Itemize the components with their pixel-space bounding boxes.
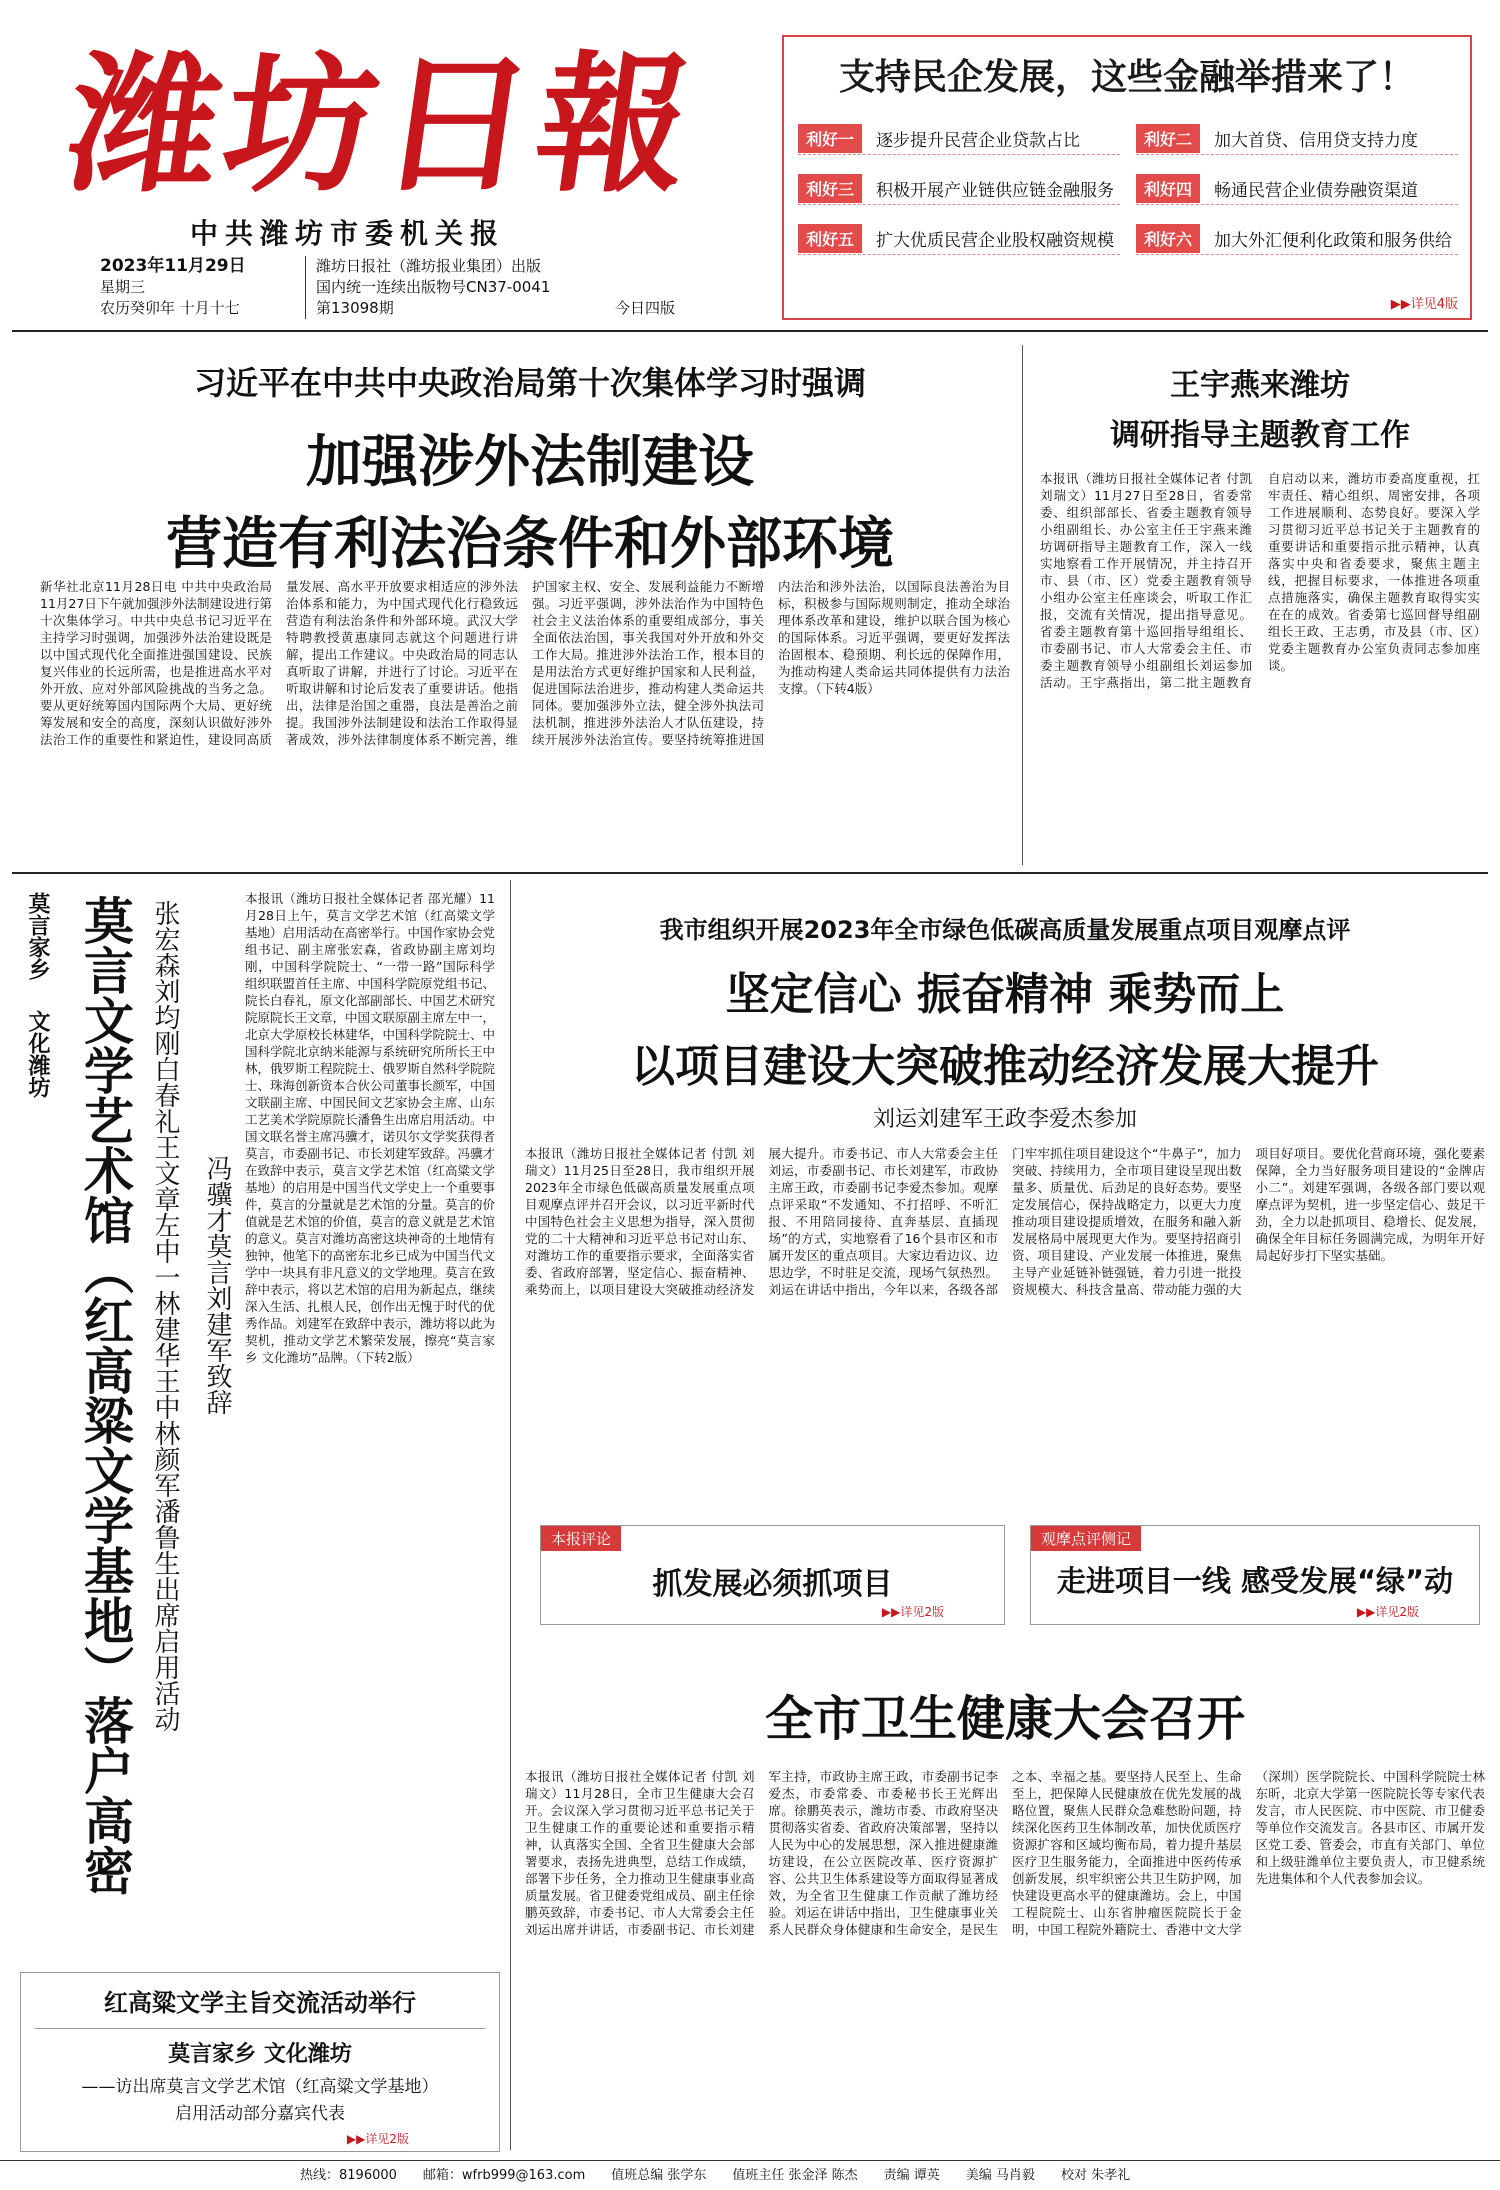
promo-tag: 利好四 bbox=[1136, 174, 1200, 203]
health-body: 本报讯（潍坊日报社全媒体记者 付凯 刘瑞文）11月28日，全市卫生健康大会召开。会议深入学习贯彻习近平总书记关于卫生健康工作的重要论述和重要指示精神，认真落实全国、全省卫生健康大会部署要求，表扬先进典型，总结工作成绩，部署下步任务，全力推动卫生健康事业高质量发展。省卫健委党组成员、副主任徐鹏英致辞，市委书记、市人大常委会主任刘运出席并讲话，市委副书记、市长刘建军主持，市政协主席王政，市委副书记李爱杰，市委常委、市委秘书长王光辉出席。徐鹏英表示，潍坊市委、市政府坚决贯彻落实省委、省政府决策部署，坚持以人民为中心的发展思想，深入推进健康潍坊建设，在公立医院改革、医疗资源扩容、公共卫生体系建设等方面取得显著成效，为全省卫生健康工作贡献了潍坊经验。刘运在讲话中指出，卫生健康事业关系人民群众身体健康和生命安全，是民生之本、幸福之基。要坚持人民至上、生命至上，把保障人民健康放在优先发展的战略位置，聚焦人民群众急难愁盼问题，持续深化医药卫生体制改革，加快优质医疗资源扩容和区域均衡布局，着力提升基层医疗卫生服务能力，全面推进中医药传承创新发展，织牢织密公共卫生防护网，加快建设更高水平的健康潍坊。会上，中国工程院院士、山东省肿瘤医院院长于金明，中国工程院外籍院士、香港中文大学（深圳）医学院院长、中国科学院院士林东昕，北京大学第一医院院长等专家代表发言，市人民医院、市中医院、市卫健委等单位作交流发言。各县市区、市属开发区党工委、管委会，市直有关部门、单位和上级驻潍单位主要负责人，市卫健系统先进集体和个人代表参加会议。 bbox=[525, 1769, 1485, 1937]
section-divider-1 bbox=[12, 872, 1488, 874]
exchange-see-more-link[interactable]: ▶▶详见2版 bbox=[346, 2132, 409, 2146]
masthead-pages: 今日四版 bbox=[614, 299, 675, 317]
footer-art-editor: 美编 马肖毅 bbox=[965, 2168, 1035, 2183]
green-byline: 刘运刘建军王政李爱杰参加 bbox=[872, 1107, 1137, 1132]
masthead-date-block bbox=[100, 256, 246, 319]
masthead-publisher: 潍坊日报社（潍坊报业集团）出版 bbox=[316, 257, 542, 275]
promo-list bbox=[798, 123, 1458, 255]
promo-item bbox=[798, 223, 1120, 255]
moyan-attendees-1: 张宏森刘均刚白春礼王文章左中一林建华王中林颜军潘鲁生出席启用活动 bbox=[150, 900, 180, 1732]
green-body: 本报讯（潍坊日报社全媒体记者 付凯 刘瑞文）11月25日至28日，我市组织开展2023年全市绿色低碳高质量发展重点项目观摩点评并召开会议，以习近平新时代中国特色社会主义思想为指导，深入贯彻党的二十大精神和习近平总书记对山东、对潍坊工作的重要指示要求，全面落实省委、省政府部署，坚定信心、振奋精神、乘势而上，以项目建设大突破推动经济发展大提升。市委书记、市人大常委会主任刘运，市委副书记、市长刘建军，市政协主席王政，市委副书记李爱杰参加。观摩点评采取“不发通知、不打招呼、不听汇报、不用陪同接待、直奔基层、直插现场”的方式，实地察看了16个县市区和市属开发区的重点项目。大家边看边议、边思边学，不时驻足交流，现场气氛热烈。刘运在讲话中指出，今年以来，各级各部门牢牢抓住项目建设这个“牛鼻子”，加力突破、持续用力，全市项目建设呈现出数量多、质量优、后劲足的良好态势。要坚定发展信心，保持战略定力，以更大力度推动项目建设提质增效，在服务和融入新发展格局中展现更大作为。要坚持招商引资、项目建设、产业发展一体推进，聚焦主导产业延链补链强链，着力引进一批投资规模大、科技含量高、带动能力强的大项目好项目。要优化营商环境，强化要素保障，全力当好服务项目建设的“金牌店小二”。刘建军强调，各级各部门要以观摩点评为契机，进一步坚定信心、鼓足干劲，全力以赴抓项目、稳增长、促发展，确保全年目标任务圆满完成，为明年开好局起好步打下坚实基础。 bbox=[525, 1146, 1485, 1297]
promo-item bbox=[1136, 123, 1458, 155]
promo-item bbox=[798, 123, 1120, 155]
moyan-attendees-2: 冯骥才莫言刘建军致辞 bbox=[202, 1155, 232, 1415]
moyan-headline[interactable]: 莫言文学艺术馆（红高粱文学基地）落户高密 bbox=[76, 895, 135, 1895]
teaser-commentary-see-more[interactable]: ▶▶详见2版 bbox=[881, 1605, 944, 1619]
masthead-lunar: 农历癸卯年 十月十七 bbox=[100, 299, 240, 317]
masthead-issue: 第13098期 bbox=[316, 299, 394, 317]
promo-tag: 利好一 bbox=[798, 124, 862, 153]
exchange-box[interactable] bbox=[20, 1972, 500, 2152]
green-kicker[interactable]: 我市组织开展2023年全市绿色低碳高质量发展重点项目观摩点评 bbox=[659, 916, 1351, 944]
moyan-body: 本报讯（潍坊日报社全媒体记者 邵光耀）11月28日上午，莫言文学艺术馆（红高粱文学基地）启用活动在高密举行。中国作家协会党组书记、副主席张宏森，省政协副主席刘均刚，中国科学院院士、“一带一路”国际科学组织联盟首任主席、中国科学院原党组书记、院长白春礼，原文化部副部长、中国艺术研究院原院长王文章，中国文联原副主席左中一，北京大学原校长林建华，中国科学院院士、中国科学院北京纳米能源与系统研究所所长王中林，俄罗斯工程院院士、俄罗斯自然科学院院士、珠海创新资本合伙公司董事长颜军，中国文联副主席、中国民间文艺家协会主席、山东工艺美术学院原院长潘鲁生出席启用活动。中国文联名誉主席冯骥才，诺贝尔文学奖获得者莫言，市委副书记、市长刘建军致辞。冯骥才在致辞中表示，莫言文学艺术馆（红高粱文学基地）的启用是中国当代文学史上一个重要事件，莫言的分量就是艺术馆的分量。莫言的价值就是艺术馆的价值，莫言的意义就是艺术馆的意义。莫言对潍坊高密这块神奇的土地情有独钟，他笔下的高密东北乡已成为中国当代文学中一块具有非凡意义的文学地理。莫言在致辞中表示，将以艺术馆的启用为新起点，继续深入生活、扎根人民，创作出无愧于时代的优秀作品。刘建军在致辞中表示，潍坊将以此为契机，推动文学艺术繁荣发展，擦亮“莫言家乡 文化潍坊”品牌。（下转2版） bbox=[245, 891, 495, 1365]
footer-email: 邮箱：wfrb999@163.com bbox=[422, 2168, 586, 2183]
lead-body: 新华社北京11月28日电 中共中央政治局11月27日下午就加强涉外法制建设进行第十次集体学习。中共中央总书记习近平在主持学习时强调，加强涉外法治建设既是以中国式现代化全面推进强国建设、民族复兴伟业的长远所需，也是推进高水平对外开放、应对外部风险挑战的当务之急。要从更好统筹国内国际两个大局、更好统筹发展和安全的高度，深刻认识做好涉外法治工作的重要性和紧迫性，建设同高质量发展、高水平开放要求相适应的涉外法治体系和能力，为中国式现代化行稳致远营造有利法治条件和外部环境。武汉大学特聘教授黄惠康同志就这个问题进行讲解，提出工作建议。中央政治局的同志认真听取了讲解，并进行了讨论。习近平在听取讲解和讨论后发表了重要讲话。他指出，法律是治国之重器，良法是善治之前提。我国涉外法制建设和法治工作取得显著成效，涉外法律制度体系不断完善，维护国家主权、安全、发展利益能力不断增强。习近平强调，涉外法治作为中国特色社会主义法治体系的重要组成部分，事关全面依法治国，事关我国对外开放和外交工作大局。推进涉外法治工作，根本目的是用法治方式更好维护国家和人民利益，促进国际法治进步，推动构建人类命运共同体。要加强涉外立法，健全涉外执法司法机制，推进涉外法治人才队伍建设，持续开展涉外法治宣传。要坚持统筹推进国内法治和涉外法治，以国际良法善治为目标，积极参与国际规则制定，推动全球治理体系改革和建设，维护以联合国为核心的国际体系。习近平强调，要更好发挥法治固根本、稳预期、利长远的保障作用，为推动构建人类命运共同体提供有力法治支撑。（下转4版） bbox=[40, 579, 1010, 747]
promo-text: 积极开展产业链供应链金融服务 bbox=[876, 181, 1115, 201]
masthead-subtitle: 中共潍坊市委机关报 bbox=[190, 217, 506, 250]
promo-see-more-link[interactable]: ▶▶详见4版 bbox=[1390, 297, 1458, 312]
masthead-publication-block bbox=[305, 256, 675, 319]
footer-credits bbox=[0, 2160, 1500, 2186]
promo-box[interactable] bbox=[782, 35, 1472, 320]
masthead-date: 2023年11月29日 bbox=[100, 256, 246, 276]
promo-text: 畅通民营企业债券融资渠道 bbox=[1214, 181, 1419, 201]
teaser-commentary[interactable] bbox=[540, 1525, 1005, 1625]
promo-item bbox=[1136, 173, 1458, 205]
promo-tag: 利好三 bbox=[798, 174, 862, 203]
promo-headline[interactable]: 支持民企发展，这些金融举措来了！ bbox=[838, 57, 1415, 98]
column-divider-top bbox=[1022, 345, 1023, 865]
exchange-divider bbox=[35, 2028, 485, 2029]
promo-text: 扩大优质民营企业股权融资规模 bbox=[876, 231, 1115, 251]
footer-hotline: 热线：8196000 bbox=[300, 2168, 397, 2183]
teaser-sidelight-see-more[interactable]: ▶▶详见2版 bbox=[1356, 1605, 1419, 1619]
moyan-side-title-1: 莫言家乡 bbox=[25, 892, 50, 980]
footer-editor: 责编 谭英 bbox=[883, 2168, 940, 2183]
masthead-weekday: 星期三 bbox=[100, 278, 146, 296]
promo-text: 逐步提升民营企业贷款占比 bbox=[876, 131, 1081, 151]
green-headline-1[interactable]: 坚定信心 振奋精神 乘势而上 bbox=[725, 969, 1285, 1020]
wang-body: 本报讯（潍坊日报社全媒体记者 付凯 刘瑞文）11月27日至28日，省委常委、组织部部长、省委主题教育领导小组副组长、办公室主任王宇燕来潍坊调研指导主题教育工作，深入一线实地察看工作开展情况，并主持召开市、县（市、区）党委主题教育领导小组办公室主任座谈会，听取工作汇报，交流有关情况，提出指导意见。省委主题教育第十巡回指导组组长、市委副书记、市人大常委会主任、市委主题教育领导小组副组长刘运参加活动。王宇燕指出，第二批主题教育自启动以来，潍坊市委高度重视，扛牢责任、精心组织、周密安排，各项工作进展顺利、态势良好。要深入学习贯彻习近平总书记关于主题教育的重要讲话和重要指示批示精神，认真落实中央和省委要求，聚焦主题主线，把握目标要求，一体推进各项重点措施落实，确保主题教育取得实实在在的成效。省委第七巡回督导组副组长王政、王志勇，市及县（市、区）党委主题教育办公室负责同志参加座谈。 bbox=[1040, 471, 1480, 690]
masthead-divider bbox=[12, 330, 1488, 332]
promo-tag: 利好六 bbox=[1136, 224, 1200, 253]
teaser-commentary-label: 本报评论 bbox=[541, 1526, 621, 1551]
footer-proofreader: 校对 朱孝礼 bbox=[1060, 2168, 1131, 2183]
lead-kicker[interactable]: 习近平在中共中央政治局第十次集体学习时强调 bbox=[193, 364, 866, 402]
column-divider-mid bbox=[510, 880, 511, 2150]
green-headline-2[interactable]: 以项目建设大突破推动经济发展大提升 bbox=[631, 1041, 1379, 1092]
promo-text: 加大首贷、信用贷支持力度 bbox=[1214, 131, 1419, 151]
masthead-cn-number: 国内统一连续出版物号CN37-0041 bbox=[316, 278, 551, 296]
moyan-side-title-2: 文化潍坊 bbox=[25, 1010, 50, 1098]
lead-headline-1[interactable]: 加强涉外法制建设 bbox=[306, 429, 754, 495]
exchange-sub-2: 启用活动部分嘉宾代表 bbox=[175, 2104, 345, 2124]
teaser-commentary-title[interactable]: 抓发展必须抓项目 bbox=[652, 1567, 893, 1602]
exchange-sub-1: ——访出席莫言文学艺术馆（红高粱文学基地） bbox=[81, 2077, 439, 2097]
health-headline[interactable]: 全市卫生健康大会召开 bbox=[764, 1691, 1245, 1747]
lead-headline-2[interactable]: 营造有利法治条件和外部环境 bbox=[166, 511, 894, 577]
promo-item bbox=[1136, 223, 1458, 255]
promo-tag: 利好五 bbox=[798, 224, 862, 253]
footer-duty-director: 值班主任 张金泽 陈杰 bbox=[732, 2168, 858, 2183]
wang-title-2[interactable]: 调研指导主题教育工作 bbox=[1110, 418, 1410, 453]
teaser-sidelight[interactable] bbox=[1030, 1525, 1480, 1625]
teaser-sidelight-title[interactable]: 走进项目一线 感受发展“绿”动 bbox=[1056, 1564, 1454, 1598]
masthead-title: 潍坊日報 bbox=[57, 37, 707, 213]
promo-text: 加大外汇便利化政策和服务供给 bbox=[1214, 231, 1453, 251]
promo-tag: 利好二 bbox=[1136, 124, 1200, 153]
footer-chief-editor: 值班总编 张学东 bbox=[611, 2168, 707, 2183]
promo-item bbox=[798, 173, 1120, 205]
teaser-sidelight-label: 观摩点评侧记 bbox=[1031, 1526, 1141, 1551]
exchange-title[interactable]: 红高粱文学主旨交流活动举行 bbox=[104, 1989, 416, 2017]
wang-title-1[interactable]: 王宇燕来潍坊 bbox=[1170, 368, 1350, 403]
exchange-sub-title[interactable]: 莫言家乡 文化潍坊 bbox=[168, 2042, 352, 2067]
